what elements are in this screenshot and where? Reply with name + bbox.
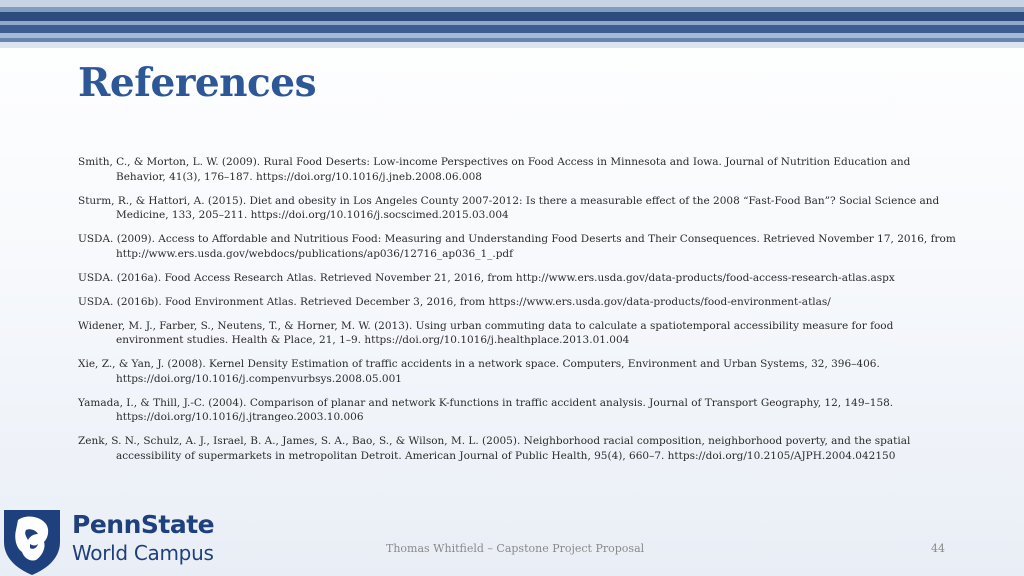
- reference-item: Xie, Z., & Yan, J. (2008). Kernel Density Estimation of traffic accidents in a network space. Computers, Environment and Urban Systems, 32, 396–406. https://doi.org/10.1016/j.compenvurbsys.2008.05.001: [78, 358, 880, 385]
- footer-text: Thomas Whitfield – Capstone Project Proposal: [386, 542, 645, 555]
- header-stripes: [0, 0, 1024, 48]
- reference-item: Yamada, I., & Thill, J.-C. (2004). Comparison of planar and network K-functions in traffic accident analysis. Journal of Transport Geography, 12, 149–158. https://doi.org/10.1016/j.jtrangeo.2003.10.006: [78, 396, 894, 423]
- logo-line-1: PennState: [72, 510, 215, 539]
- reference-item: USDA. (2016b). Food Environment Atlas. Retrieved December 3, 2016, from https://www.ers.usda.gov/data-products/food-environment-atlas/: [78, 295, 831, 308]
- pennstate-world-campus-logo: [0, 504, 230, 576]
- logo-line-2: World Campus: [72, 541, 214, 565]
- reference-item: Widener, M. J., Farber, S., Neutens, T., & Horner, M. W. (2013). Using urban commuting data to calculate a spatiotemporal accessibility measure for food environment studies. Health & Place, 21, 1–9. https://doi.org/10.1016/j.healthplace.2013.01.004: [78, 319, 894, 346]
- page-number: 44: [931, 542, 945, 555]
- reference-item: USDA. (2009). Access to Affordable and Nutritious Food: Measuring and Understanding Food Deserts and Their Consequences. Retrieved November 17, 2016, from http://www.ers.usda.gov/webdocs/publications/ap036/12716_ap036_1_.pdf: [78, 233, 956, 260]
- nittany-lion-shield-icon: [0, 504, 64, 576]
- reference-item: Zenk, S. N., Schulz, A. J., Israel, B. A., James, S. A., Bao, S., & Wilson, M. L. (2005). Neighborhood racial composition, neighborhood poverty, and the spatial accessibility of supermarkets in metropolitan Detroit. American Journal of Public Health, 95(4), 660–7. https://doi.org/10.2105/AJPH.2004.042150: [78, 435, 911, 462]
- reference-item: Sturm, R., & Hattori, A. (2015). Diet and obesity in Los Angeles County 2007-2012: Is there a measurable effect of the 2008 “Fast-Food Ban”? Social Science and Medicine, 133, 205–211. https://doi.org/10.1016/j.socscimed.2015.03.004: [78, 194, 940, 221]
- slide-title: References: [78, 60, 317, 106]
- reference-item: Smith, C., & Morton, L. W. (2009). Rural Food Deserts: Low-income Perspectives on Food Access in Minnesota and Iowa. Journal of Nutrition Education and Behavior, 41(3), 176–187. https://doi.org/10.1016/j.jneb.2008.06.008: [78, 156, 911, 183]
- references-list: [78, 155, 958, 473]
- reference-item: USDA. (2016a). Food Access Research Atlas. Retrieved November 21, 2016, from http://www.ers.usda.gov/data-products/food-access-research-atlas.aspx: [78, 271, 895, 284]
